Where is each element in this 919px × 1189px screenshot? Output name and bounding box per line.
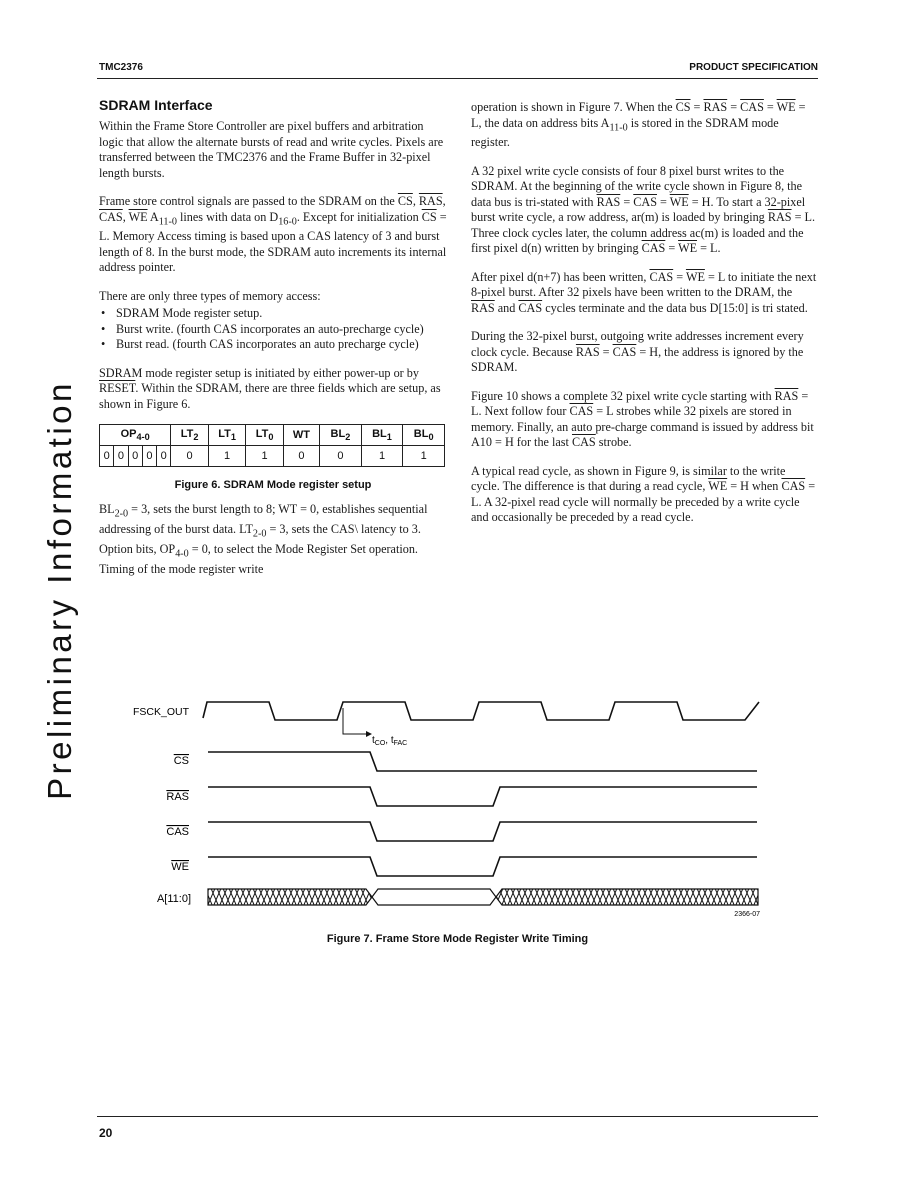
- table-cell: 0: [128, 446, 142, 467]
- we-waveform: [208, 857, 757, 876]
- table-cell: 1: [403, 446, 445, 467]
- footer-rule: [97, 1116, 818, 1117]
- table-cell: 0: [142, 446, 156, 467]
- signal-label-cas: CAS: [166, 826, 189, 838]
- paragraph-burst-length: $BL_{2-0} = 3$, sets the burst length to 8; WT = 0, establishes sequential addressing of the burst data. $LT_{2-0} = 3$, sets the CAS\ latency to 3. Option bits, $OP_{4-0} = 0$, to select the Mode Register Set operation. Timing of the mode register write: [99, 502, 428, 577]
- table-cell: 1: [361, 446, 403, 467]
- signal-label-address: A[11:0]: [156, 893, 191, 905]
- paragraph-access-types: There are only three types of memory access:: [99, 288, 321, 303]
- header-rule: [97, 78, 818, 79]
- table-cell: 0: [157, 446, 171, 467]
- signal-label-we: WE: [171, 861, 189, 873]
- tco-marker: [343, 708, 366, 734]
- left-column: [99, 97, 447, 578]
- header-doc-id: TMC2376: [99, 62, 143, 73]
- figure-6-caption: Figure 6. SDRAM Mode register setup: [174, 479, 372, 492]
- table-header-cell: $BL_0$: [403, 425, 445, 446]
- table-row: [100, 446, 445, 467]
- signal-label-ras: RAS: [166, 791, 189, 803]
- paragraph-next-burst: After pixel d(n+7) has been written, $\overline{CAS} = \overline{WE} = L$ to initiate the next 8-pixel burst. After 32 pixels have been written to the DRAM, the $\overline{RAS}$ and $\overline{CAS}$ cycles terminate and the data bus D[15:0] is tri stated.: [471, 269, 817, 315]
- table-header-cell: $LT_2$: [171, 425, 209, 446]
- paragraph-addresses: During the 32-pixel burst, outgoing write addresses increment every clock cycle. Because $\overline{RAS} = \overline{CAS} = H$, the address is ignored by the SDRAM.: [471, 329, 804, 375]
- list-item: • Burst read. (fourth CAS incorporates an auto precharge cycle): [99, 337, 447, 353]
- paragraph-figure7-ref: operation is shown in Figure 7. When the $\overline{CS} = \overline{RAS} = \overline{CAS} = \overline{WE} = L$, the data on address bits $A_{11-0}$ is stored in the SDRAM mode register.: [471, 100, 806, 150]
- right-column: [471, 100, 817, 539]
- table-cell: 1: [246, 446, 284, 467]
- paragraph-mode-register: SDRAM mode register setup is initiated by either power-up or by RESET. Within the SDRAM, there are three fields which are setup, as shown in Figure 6.: [99, 365, 441, 411]
- list-item: • SDRAM Mode register setup.: [99, 306, 447, 322]
- table-cell: 1: [208, 446, 246, 467]
- timing-diagram: [0, 690, 919, 930]
- sidebar-text: Preliminary Information: [41, 380, 78, 800]
- section-title: SDRAM Interface: [99, 97, 213, 113]
- paragraph-control-signals: Frame store control signals are passed to the SDRAM on the $\overline{CS}$, $\overline{RAS}$, $\overline{CAS}$, $\overline{WE}$ $A_{11-0}$ lines with data on $D_{16-0}$. Except for initialization $\overline{CS} = L$. Memory Access timing is based upon a CAS latency of 3 and burst length of 8. In the burst mode, the SDRAM auto increments its internal address pointer.: [99, 194, 447, 275]
- table-header-cell: $BL_1$: [361, 425, 403, 446]
- table-cell: 0: [100, 446, 114, 467]
- mode-register-table: [99, 424, 445, 467]
- paragraph-write-cycle: A 32 pixel write cycle consists of four 8 pixel burst writes to the SDRAM. At the beginning of the write cycle shown in Figure 8, the data bus is tri-stated with $\overline{RAS} = \overline{CAS} = \overline{WE} = H$. To start a 32-pixel burst write cycle, a row address, ar(m) is loaded by bringing $\overline{RAS} = L$. Three clock cycles later, the column address ac(m) is loaded and the first pixel d(n) written by bringing $\overline{CAS} = \overline{WE} = L$.: [471, 163, 816, 256]
- paragraph-read-cycle: A typical read cycle, as shown in Figure 9, is similar to the write cycle. The difference is that during a read cycle, $\overline{WE} = H$ when $\overline{CAS} = L$. A 32-pixel read cycle will normally be preceded by a write cycle and occasionally be preceded by a read cycle.: [471, 463, 816, 525]
- clock-waveform: [203, 702, 759, 720]
- page-number: 20: [99, 1126, 113, 1140]
- table-header-cell: $OP_{4-0}$: [100, 425, 171, 446]
- figure-7-caption: Figure 7. Frame Store Mode Register Write Timing: [326, 933, 589, 945]
- signal-label-cs: CS: [173, 755, 189, 767]
- list-item: • Burst write. (fourth CAS incorporates an auto-precharge cycle): [99, 322, 447, 338]
- signal-label-fsck: FSCK_OUT: [132, 706, 189, 718]
- paragraph-intro: Within the Frame Store Controller are pixel buffers and arbitration logic that allow the alternate bursts of read and write cycles. Pixels are transferred between the TMC2376 and the Frame Buffer in 32-pixel length bursts.: [99, 119, 444, 180]
- address-bus-invalid-1: [208, 889, 372, 905]
- table-header-cell: $LT_0$: [246, 425, 284, 446]
- address-bus-valid: [372, 889, 496, 905]
- figure-code: 2366-07: [734, 911, 760, 918]
- table-cell: 0: [283, 446, 319, 467]
- table-header-cell: WT: [283, 425, 319, 446]
- table-cell: 0: [320, 446, 362, 467]
- table-cell: 0: [171, 446, 209, 467]
- left-body: [99, 119, 447, 412]
- address-bus-invalid-2: [496, 889, 758, 905]
- header-section-name: PRODUCT SPECIFICATION: [689, 62, 818, 73]
- table-header-cell: $LT_1$: [208, 425, 246, 446]
- cas-waveform: [208, 822, 757, 841]
- paragraph-figure10: Figure 10 shows a complete 32 pixel write cycle starting with $\overline{RAS} = L$. Next follow four $\overline{CAS} = L$ strobes while 32 pixels are stored in memory. Finally, an auto pre-charge command is issued by address bit A10 = H for the last $\overline{CAS}$ strobe.: [471, 388, 814, 450]
- table-row: [100, 425, 445, 446]
- table-cell: 0: [114, 446, 128, 467]
- access-type-list: [99, 306, 447, 353]
- ras-waveform: [208, 787, 757, 806]
- cs-waveform: [208, 752, 757, 771]
- tco-label: $t_{CO}$, $t_{FAC}$: [372, 735, 408, 747]
- table-header-cell: $BL_2$: [320, 425, 362, 446]
